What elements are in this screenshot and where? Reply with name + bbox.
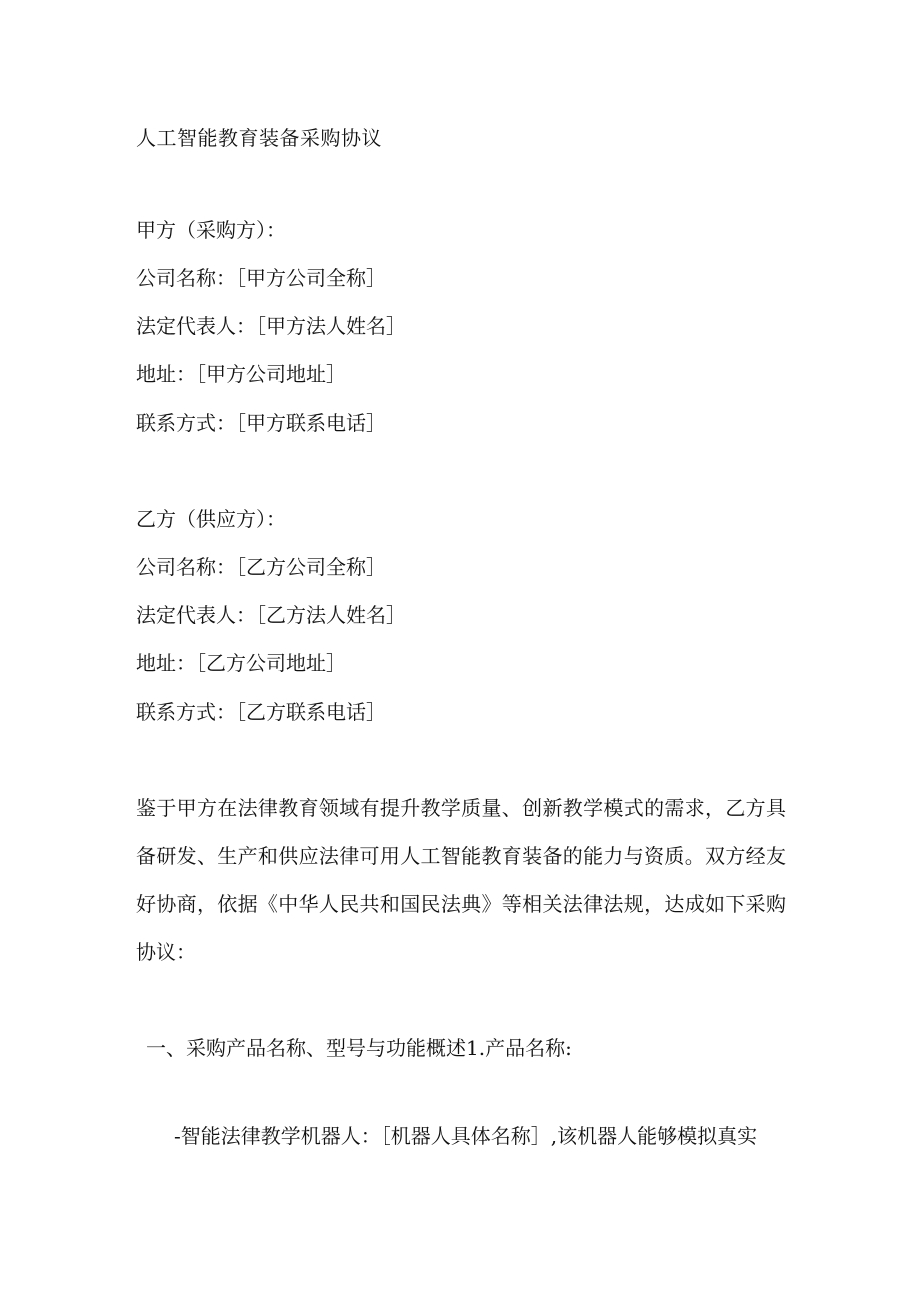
party-a-address: 地址：［甲方公司地址］: [136, 362, 346, 386]
party-b-address: 地址：［乙方公司地址］: [136, 651, 346, 675]
party-a-contact: 联系方式：［甲方联系电话］: [136, 411, 386, 435]
party-a-representative: 法定代表人：［甲方法人姓名］: [136, 314, 406, 338]
party-b-company: 公司名称：［乙方公司全称］: [136, 555, 386, 579]
preamble-paragraph: 鉴于甲方在法律教育领域有提升教学质量、创新教学模式的需求，乙方具备研发、生产和供应法律可用人工智能教育装备的能力与资质。双方经友好协商，依据《中华人民共和国民法典》等相关法律法规，达成如下采购协议：: [136, 796, 786, 964]
item-1-text: -智能法律教学机器人：［机器人具体名称］,该机器人能够模拟真实: [174, 1124, 758, 1148]
party-b-representative: 法定代表人：［乙方法人姓名］: [136, 603, 406, 627]
section-1-heading: 一、采购产品名称、型号与功能概述1.产品名称:: [146, 1036, 572, 1060]
document-title: 人工智能教育装备采购协议: [136, 126, 382, 150]
party-a-company: 公司名称：［甲方公司全称］: [136, 266, 386, 290]
party-a-heading: 甲方（采购方）：: [136, 218, 286, 242]
party-b-heading: 乙方（供应方）：: [136, 507, 286, 531]
party-b-contact: 联系方式：［乙方联系电话］: [136, 700, 386, 724]
